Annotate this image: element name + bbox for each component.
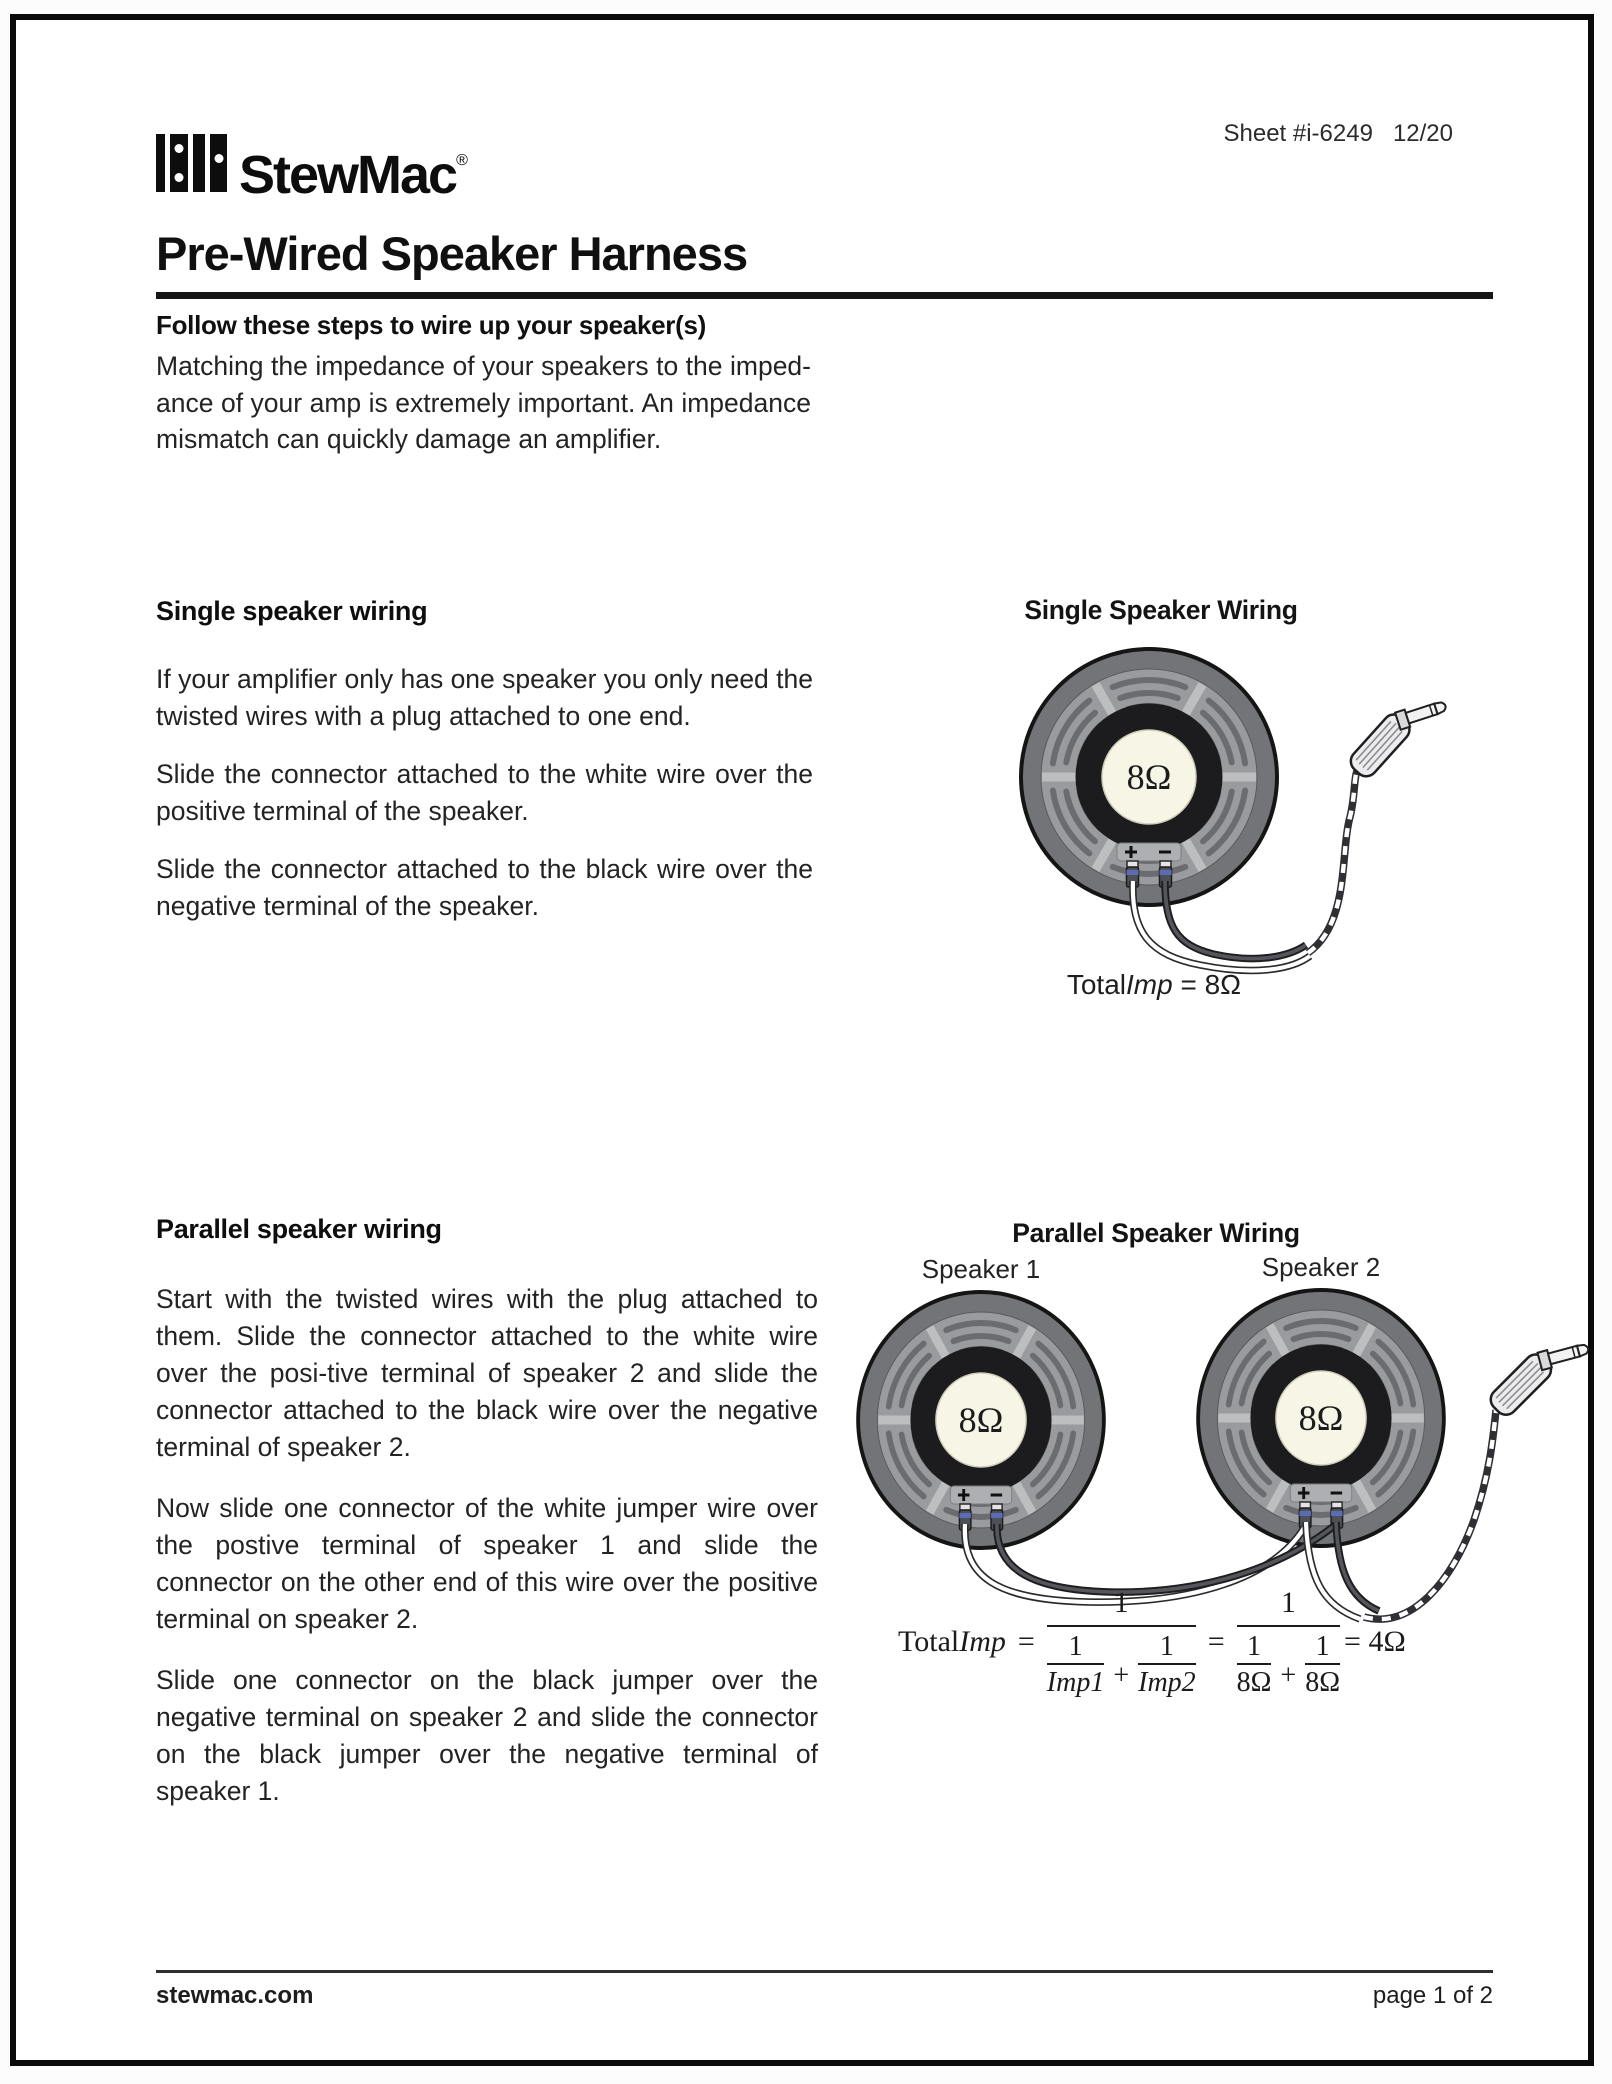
footer-site: stewmac.com	[156, 1982, 314, 2009]
parallel-wiring-section	[156, 1214, 818, 1834]
speaker2-label: Speaker 2	[1261, 1252, 1381, 1282]
parallel-paragraph-3: Slide one connector on the black jumper over the negative terminal on speaker 2 and slide the connector on the black jumper over the negative terminal of speaker 1.	[156, 1665, 818, 1806]
single-speaker-impedance-label: 8Ω	[1126, 757, 1172, 797]
single-total-impedance-caption: TotalImp = 8Ω	[1066, 969, 1242, 1000]
title-rule	[156, 292, 1493, 299]
parallel-paragraph-2: Now slide one connector of the white jumper wire over the postive terminal of speaker 1 and slide the connector on the other end of this wire over the positive terminal on speaker 2.	[156, 1493, 818, 1634]
sheet-number: Sheet #i-6249 12/20	[1223, 120, 1453, 147]
fraction-values: 1 1 8Ω + $\frac{1}{8\Omega}$	[1236, 1586, 1341, 1698]
single-paragraph-3: Slide the connector attached to the black wire over the negative terminal of the speaker.	[156, 854, 813, 921]
single-speaker-illustration	[956, 625, 1486, 997]
single-wiring-section	[156, 596, 813, 946]
parallel-impedance-formula: Total Imp = 1 1 Imp1 + 1 Imp2 = 1 1 8Ω + $\frac{1}{8\Omega}$ = 4Ω	[898, 1586, 1406, 1698]
footer-page-number: page 1 of 2	[1372, 1982, 1493, 2009]
single-diagram-title: Single Speaker Wiring	[1024, 595, 1298, 625]
document-page	[10, 14, 1594, 2066]
footer	[156, 1982, 1493, 2010]
stewmac-logo-text: StewMac®	[239, 145, 468, 205]
speaker2-impedance-label: 8Ω	[1298, 1398, 1344, 1438]
footer-rule	[156, 1970, 1493, 1973]
speaker1-label: Speaker 1	[921, 1254, 1041, 1284]
single-paragraph-1: If your amplifier only has one speaker you only need the twisted wires with a plug attached to one end.	[156, 664, 814, 731]
single-paragraph-2: Slide the connector attached to the white wire over the positive terminal of the speaker.	[156, 759, 813, 826]
parallel-diagram-title: Parallel Speaker Wiring	[1012, 1218, 1300, 1248]
intro-heading: Follow these steps to wire up your speaker(s)	[156, 310, 706, 340]
intro-paragraph: Matching the impedance of your speakers to the imped-ance of your amp is extremely important. An impedance mismatch can quickly damage an amplifier.	[156, 351, 811, 454]
single-speaker-diagram	[956, 595, 1486, 1035]
fraction-imp: 1 1 Imp1 + 1 Imp2	[1046, 1586, 1196, 1698]
formula-result: = 4Ω	[1344, 1624, 1406, 1658]
stewmac-logo-icon	[156, 134, 227, 192]
parallel-speaker-diagram	[846, 1218, 1612, 1728]
page-title: Pre-Wired Speaker Harness	[156, 227, 748, 280]
intro-section	[156, 310, 811, 458]
parallel-wiring-heading: Parallel speaker wiring	[156, 1214, 442, 1244]
single-wiring-heading: Single speaker wiring	[156, 596, 428, 626]
registered-mark: ®	[456, 152, 468, 169]
stewmac-logo	[156, 130, 468, 206]
quarter-inch-plug	[1477, 1337, 1600, 1423]
parallel-paragraph-1: Start with the twisted wires with the plug attached to them. Slide the connector attached to the white wire over the posi-tive terminal of speaker 2 and slide the connector attached to the black wire over the negative terminal of speaker 2.	[156, 1284, 818, 1462]
speaker1-impedance-label: 8Ω	[958, 1400, 1004, 1440]
